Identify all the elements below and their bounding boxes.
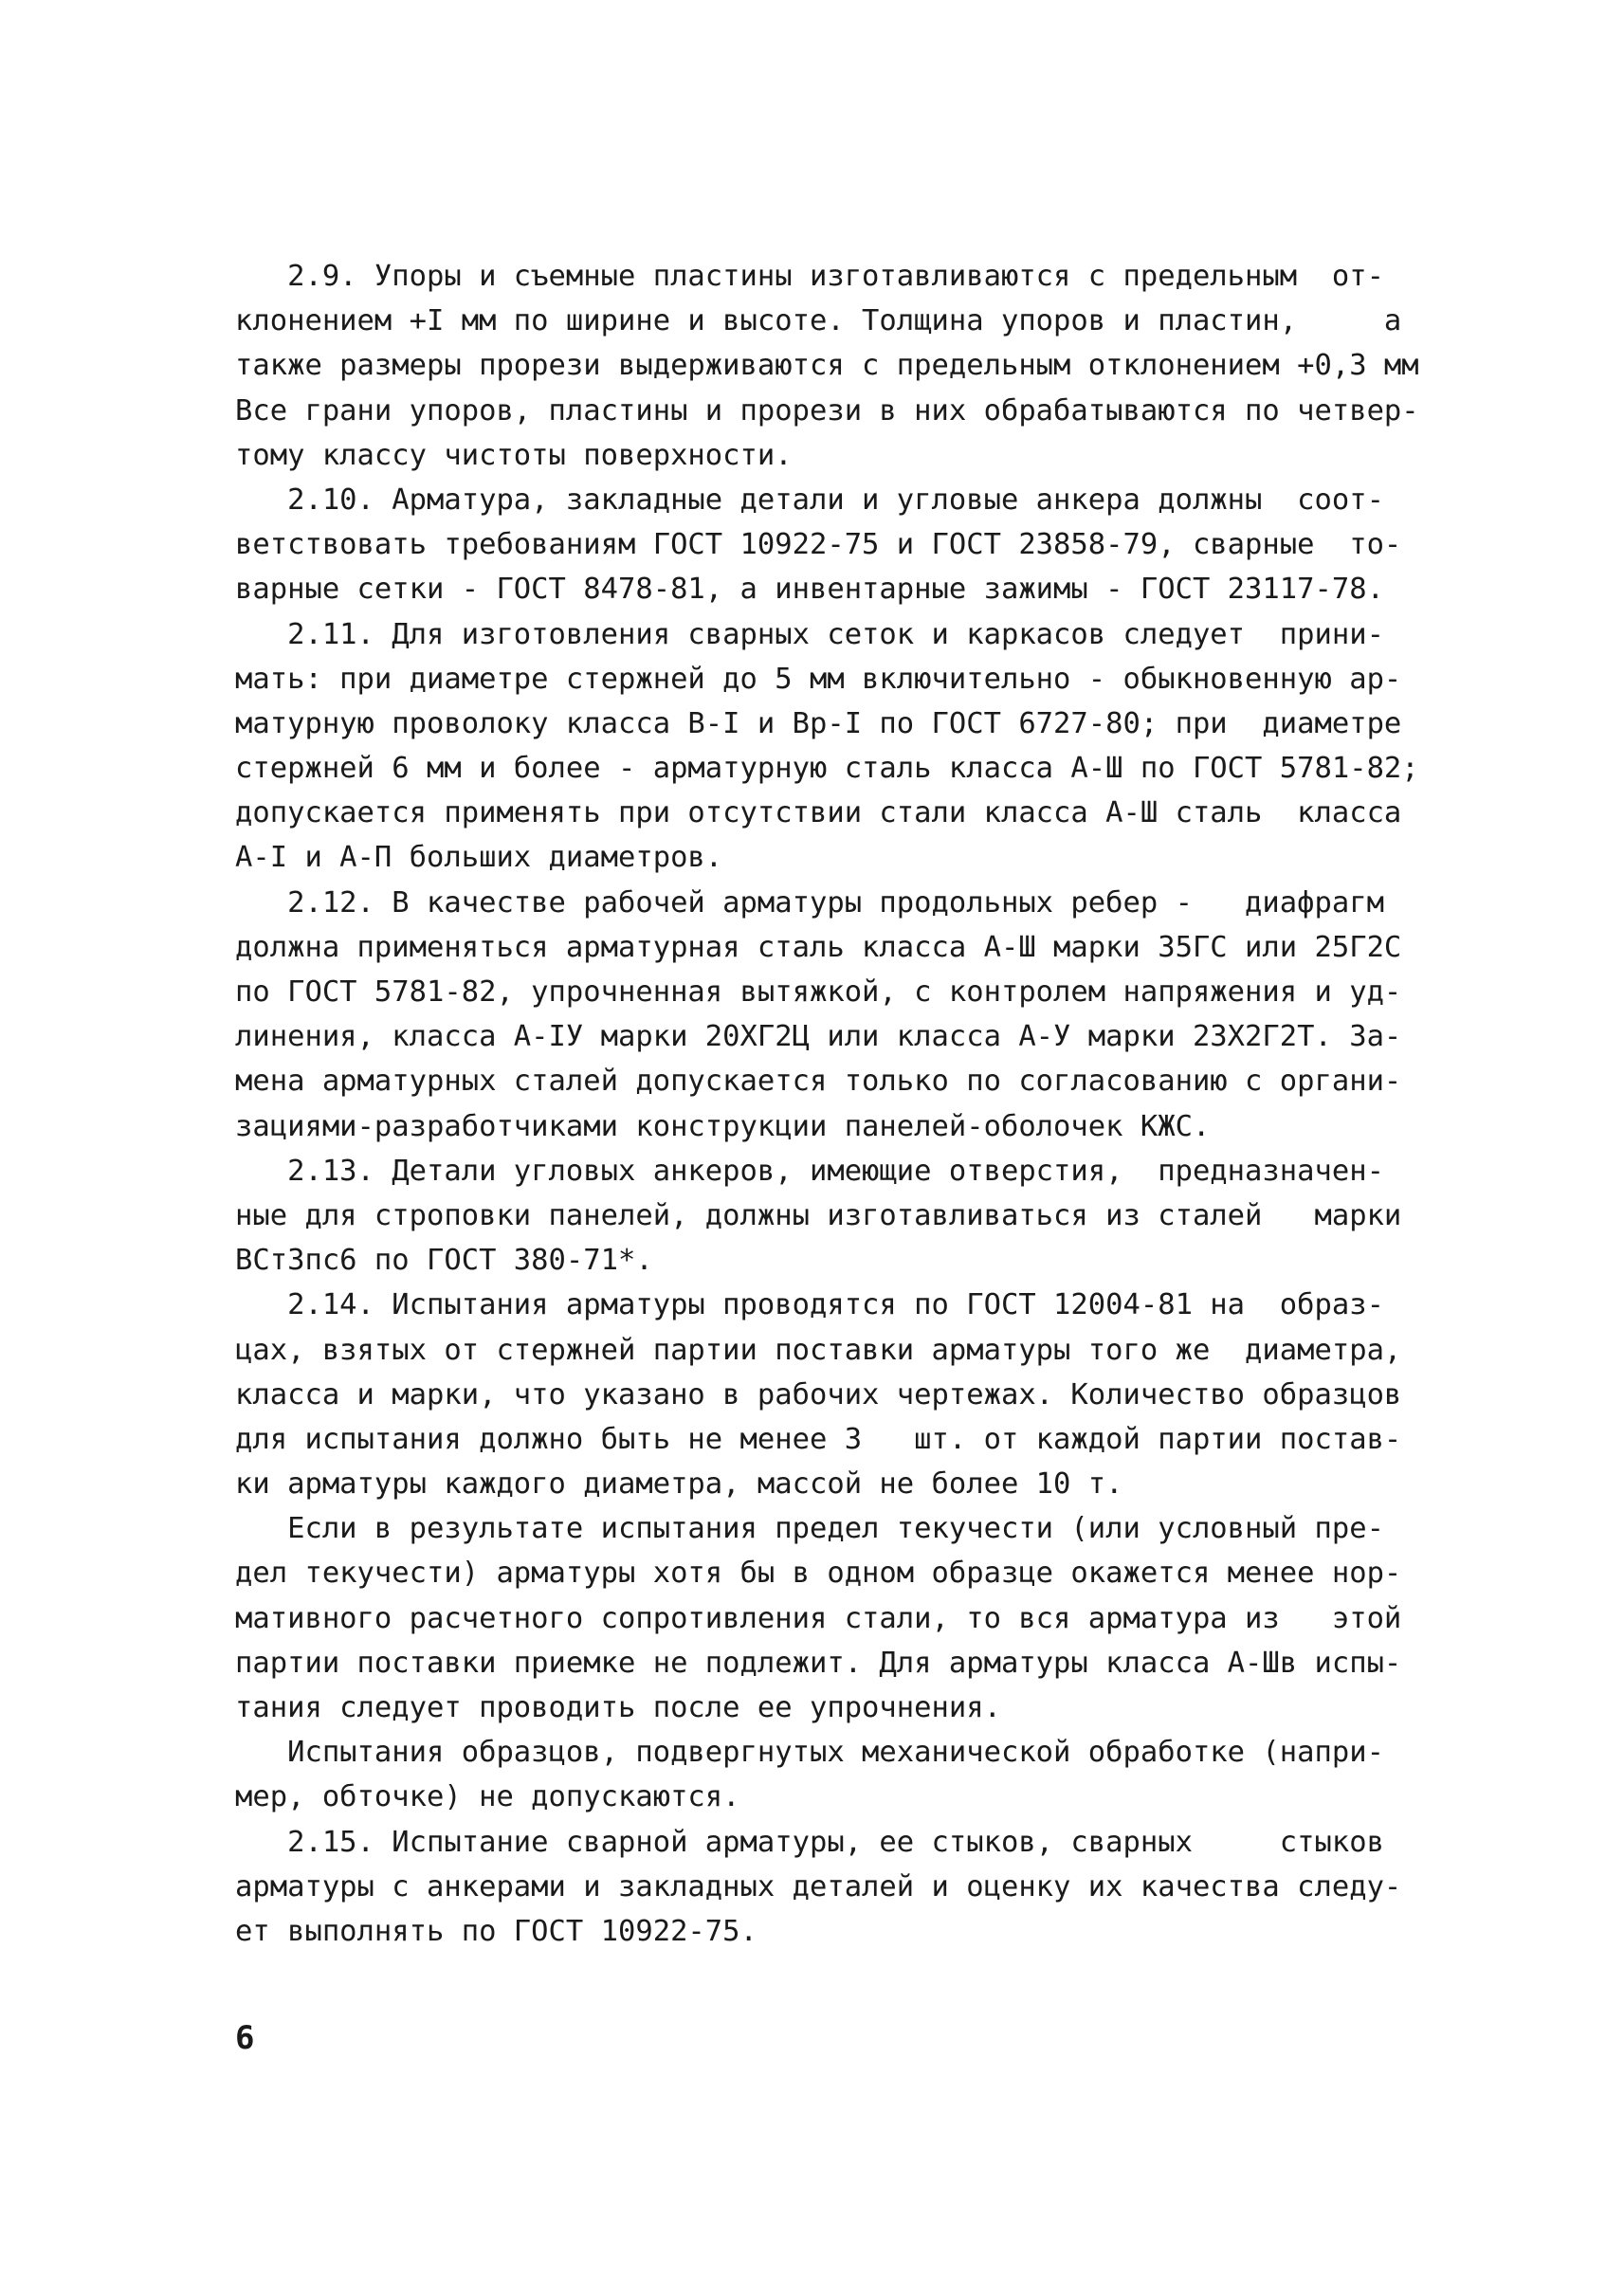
text-line: ки арматуры каждого диаметра, массой не более 10 т. [235, 1467, 1123, 1502]
text-line: арматуры с анкерами и закладных деталей и оценку их качества следу- [235, 1869, 1402, 1903]
text-line: ВСт3пс6 по ГОСТ 380-71*. [235, 1244, 653, 1278]
page-number: 6 [235, 2019, 255, 2057]
text-line: 2.9. Упоры и съемные пластины изготавливаются с предельным от- [235, 260, 1384, 293]
text-line: тому классу чистоты поверхности. [235, 438, 793, 472]
body-text [235, 254, 1432, 1954]
text-line: ные для строповки панелей, должны изготавливаться из сталей марки [235, 1198, 1402, 1232]
text-line: варные сетки - ГОСТ 8478-81, а инвентарные зажимы - ГОСТ 23117-78. [235, 573, 1384, 607]
text-line: допускается применять при отсутствии стали класса А-Ш сталь класса [235, 796, 1402, 830]
text-line: партии поставки приемке не подлежит. Для арматуры класса А-Шв испы- [235, 1646, 1402, 1680]
text-line: клонением +I мм по ширине и высоте. Толщина упоров и пластин, а [235, 304, 1402, 338]
text-line: класса и марки, что указано в рабочих чертежах. Количество образцов [235, 1377, 1402, 1412]
text-line: мать: при диаметре стержней до 5 мм включительно - обыкновенную ар- [235, 662, 1402, 696]
text-line: мер, обточке) не допускаются. [235, 1780, 740, 1814]
text-line: 2.10. Арматура, закладные детали и угловые анкера должны соот- [235, 483, 1384, 517]
text-line: цах, взятых от стержней партии поставки арматуры того же диаметра, [235, 1333, 1402, 1367]
text-line: мена арматурных сталей допускается только по согласованию с органи- [235, 1065, 1402, 1099]
text-line: тания следует проводить после ее упрочнения. [235, 1691, 1001, 1724]
text-line: зациями-разработчиками конструкции панелей-оболочек КЖС. [235, 1109, 1211, 1143]
text-line: 2.12. В качестве рабочей арматуры продольных ребер - диафрагм [235, 885, 1384, 920]
text-line: 2.15. Испытание сварной арматуры, ее стыков, сварных стыков [235, 1825, 1384, 1859]
text-line: мативного расчетного сопротивления стали, то вся арматура из этой [235, 1601, 1402, 1635]
text-line: по ГОСТ 5781-82, упрочненная вытяжкой, с контролем напряжения и уд- [235, 975, 1402, 1009]
text-line: ет выполнять по ГОСТ 10922-75. [235, 1914, 757, 1948]
text-line: должна применяться арматурная сталь класса А-Ш марки 35ГС или 25Г2С [235, 930, 1402, 964]
text-line: Испытания образцов, подвергнутых механической обработке (напри- [235, 1736, 1384, 1770]
text-line: линения, класса А-IУ марки 20ХГ2Ц или класса А-У марки 23Х2Г2Т. За- [235, 1020, 1402, 1054]
text-line: стержней 6 мм и более - арматурную сталь класса А-Ш по ГОСТ 5781-82; [235, 752, 1419, 786]
text-line: А-I и А-П больших диаметров. [235, 841, 723, 875]
text-line: матурную проволоку класса В-I и Вр-I по ГОСТ 6727-80; при диаметре [235, 706, 1402, 740]
text-line: Если в результате испытания предел текучести (или условный пре- [235, 1512, 1384, 1546]
text-line: ветствовать требованиям ГОСТ 10922-75 и ГОСТ 23858-79, сварные то- [235, 528, 1402, 562]
text-line: дел текучести) арматуры хотя бы в одном образце окажется менее нор- [235, 1557, 1402, 1591]
text-line: 2.11. Для изготовления сварных сеток и каркасов следует прини- [235, 617, 1384, 651]
text-line: Все грани упоров, пластины и прорези в них обрабатываются по четвер- [235, 393, 1419, 428]
text-line: 2.14. Испытания арматуры проводятся по ГОСТ 12004-81 на образ- [235, 1288, 1384, 1322]
text-line: для испытания должно быть не менее 3 шт. от каждой партии постав- [235, 1422, 1402, 1456]
text-line: 2.13. Детали угловых анкеров, имеющие отверстия, предназначен- [235, 1154, 1384, 1188]
text-line: также размеры прорези выдерживаются с предельным отклонением +0,3 мм [235, 349, 1419, 383]
